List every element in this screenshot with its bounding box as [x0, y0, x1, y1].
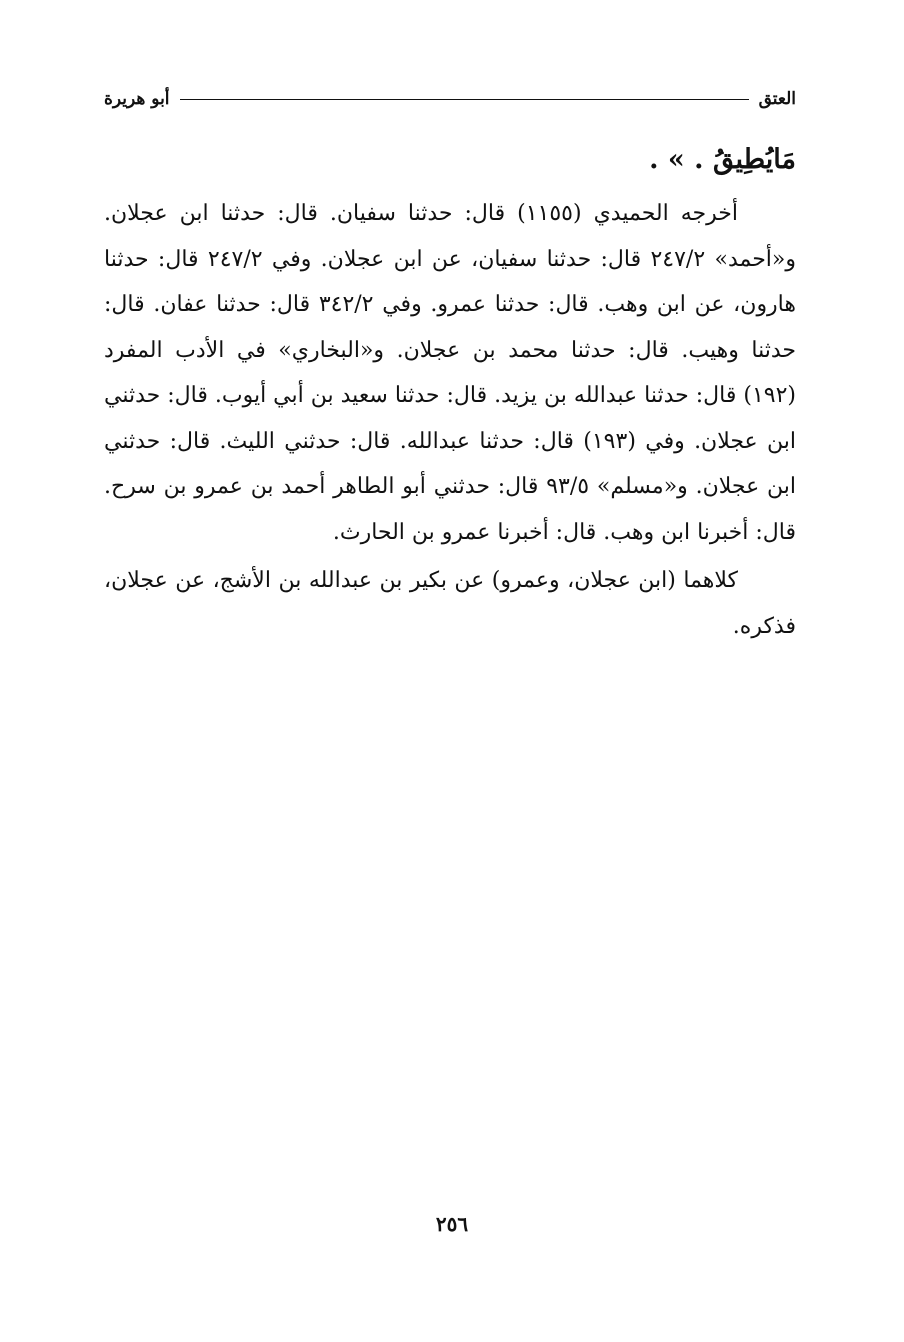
page-number: ٢٥٦ [435, 1212, 469, 1236]
running-header [104, 84, 796, 114]
header-rule [180, 99, 749, 100]
isnad-summary-paragraph: كلاهما (ابن عجلان، وعمرو) عن بكير بن عبدالله بن الأشج، عن عجلان، فذكره. [104, 568, 796, 639]
narrator-title: أبو هريرة [104, 89, 170, 109]
chapter-title: العتق [758, 89, 796, 109]
takhrij-paragraph: أخرجه الحميدي (١١٥٥) قال: حدثنا سفيان. قال: حدثنا ابن عجلان. و«أحمد» ٢٤٧/٢ قال: حدثنا سفيان، عن ابن عجلان. وفي ٢٤٧/٢ قال: حدثنا هارون، عن ابن وهب. قال: حدثنا عمرو. وفي ٣٤٢/٢ قال: حدثنا عفان. قال: حدثنا وهيب. قال: حدثنا محمد بن عجلان. و«البخاري» في الأدب المفرد (١٩٢) قال: حدثنا عبدالله بن يزيد. قال: حدثنا سعيد بن أبي أيوب. قال: حدثني ابن عجلان. وفي (١٩٣) قال: حدثنا عبدالله. قال: حدثني الليث. قال: حدثني ابن عجلان. و«مسلم» ٩٣/٥ قال: حدثني أبو الطاهر أحمد بن عمرو بن سرح. قال: أخبرنا ابن وهب. قال: أخبرنا عمرو بن الحارث. [104, 201, 797, 545]
body-text [104, 136, 796, 649]
hadith-closing-fragment: مَايُطِيقُ . » . [649, 144, 796, 175]
